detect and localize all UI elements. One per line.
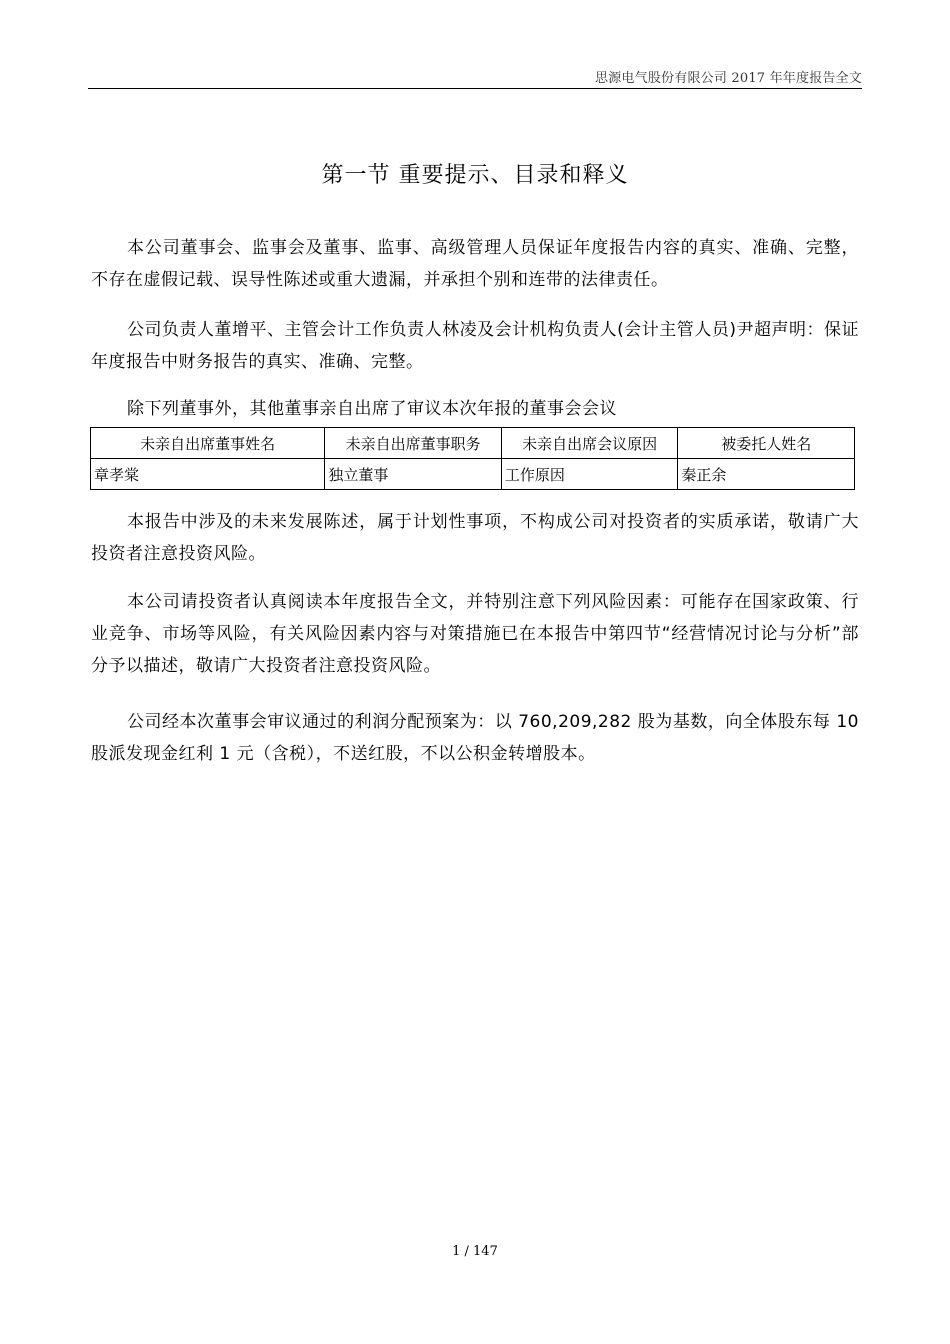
page-header [88,64,862,89]
paragraph-profit-distribution: 公司经本次董事会审议通过的利润分配预案为：以 760,209,282 股为基数，向全体股东每 10 股派发现金红利 1 元（含税），不送红股，不以公积金转增股本。 [91,712,859,764]
table-cell: 独立董事 [325,459,502,490]
table-row [91,459,855,490]
header-text: 思源电气股份有限公司 2017 年年度报告全文 [595,71,862,86]
paragraph-forward-looking: 本报告中涉及的未来发展陈述，属于计划性事项，不构成公司对投资者的实质承诺，敬请广大投资者注意投资风险。 [91,512,859,564]
table-header-cell: 未亲自出席会议原因 [501,428,678,459]
table-header-cell: 未亲自出席董事职务 [325,428,502,459]
table-header-cell: 被委托人姓名 [678,428,855,459]
table-header-row [91,428,855,459]
absent-directors-table [90,427,855,490]
page-number: 1 / 147 [452,1244,498,1259]
paragraph-board-guarantee: 本公司董事会、监事会及董事、监事、高级管理人员保证年度报告内容的真实、准确、完整，不存在虚假记载、误导性陈述或重大遗漏，并承担个别和连带的法律责任。 [91,238,859,290]
paragraph-responsible-persons: 公司负责人董增平、主管会计工作负责人林凌及会计机构负责人(会计主管人员)尹超声明：保证年度报告中财务报告的真实、准确、完整。 [91,320,859,372]
table-cell: 工作原因 [501,459,678,490]
paragraph-risk-factors: 本公司请投资者认真阅读本年度报告全文，并特别注意下列风险因素：可能存在国家政策、行业竞争、市场等风险，有关风险因素内容与对策措施已在本报告中第四节“经营情况讨论与分析”部分予以描述，敬请广大投资者注意投资风险。 [91,592,859,676]
section-title: 第一节 重要提示、目录和释义 [321,163,629,188]
table-cell: 章孝棠 [91,459,325,490]
paragraph-directors-attendance: 除下列董事外，其他董事亲自出席了审议本次年报的董事会会议 [127,399,617,419]
table-cell: 秦正余 [678,459,855,490]
table-header-cell: 未亲自出席董事姓名 [91,428,325,459]
